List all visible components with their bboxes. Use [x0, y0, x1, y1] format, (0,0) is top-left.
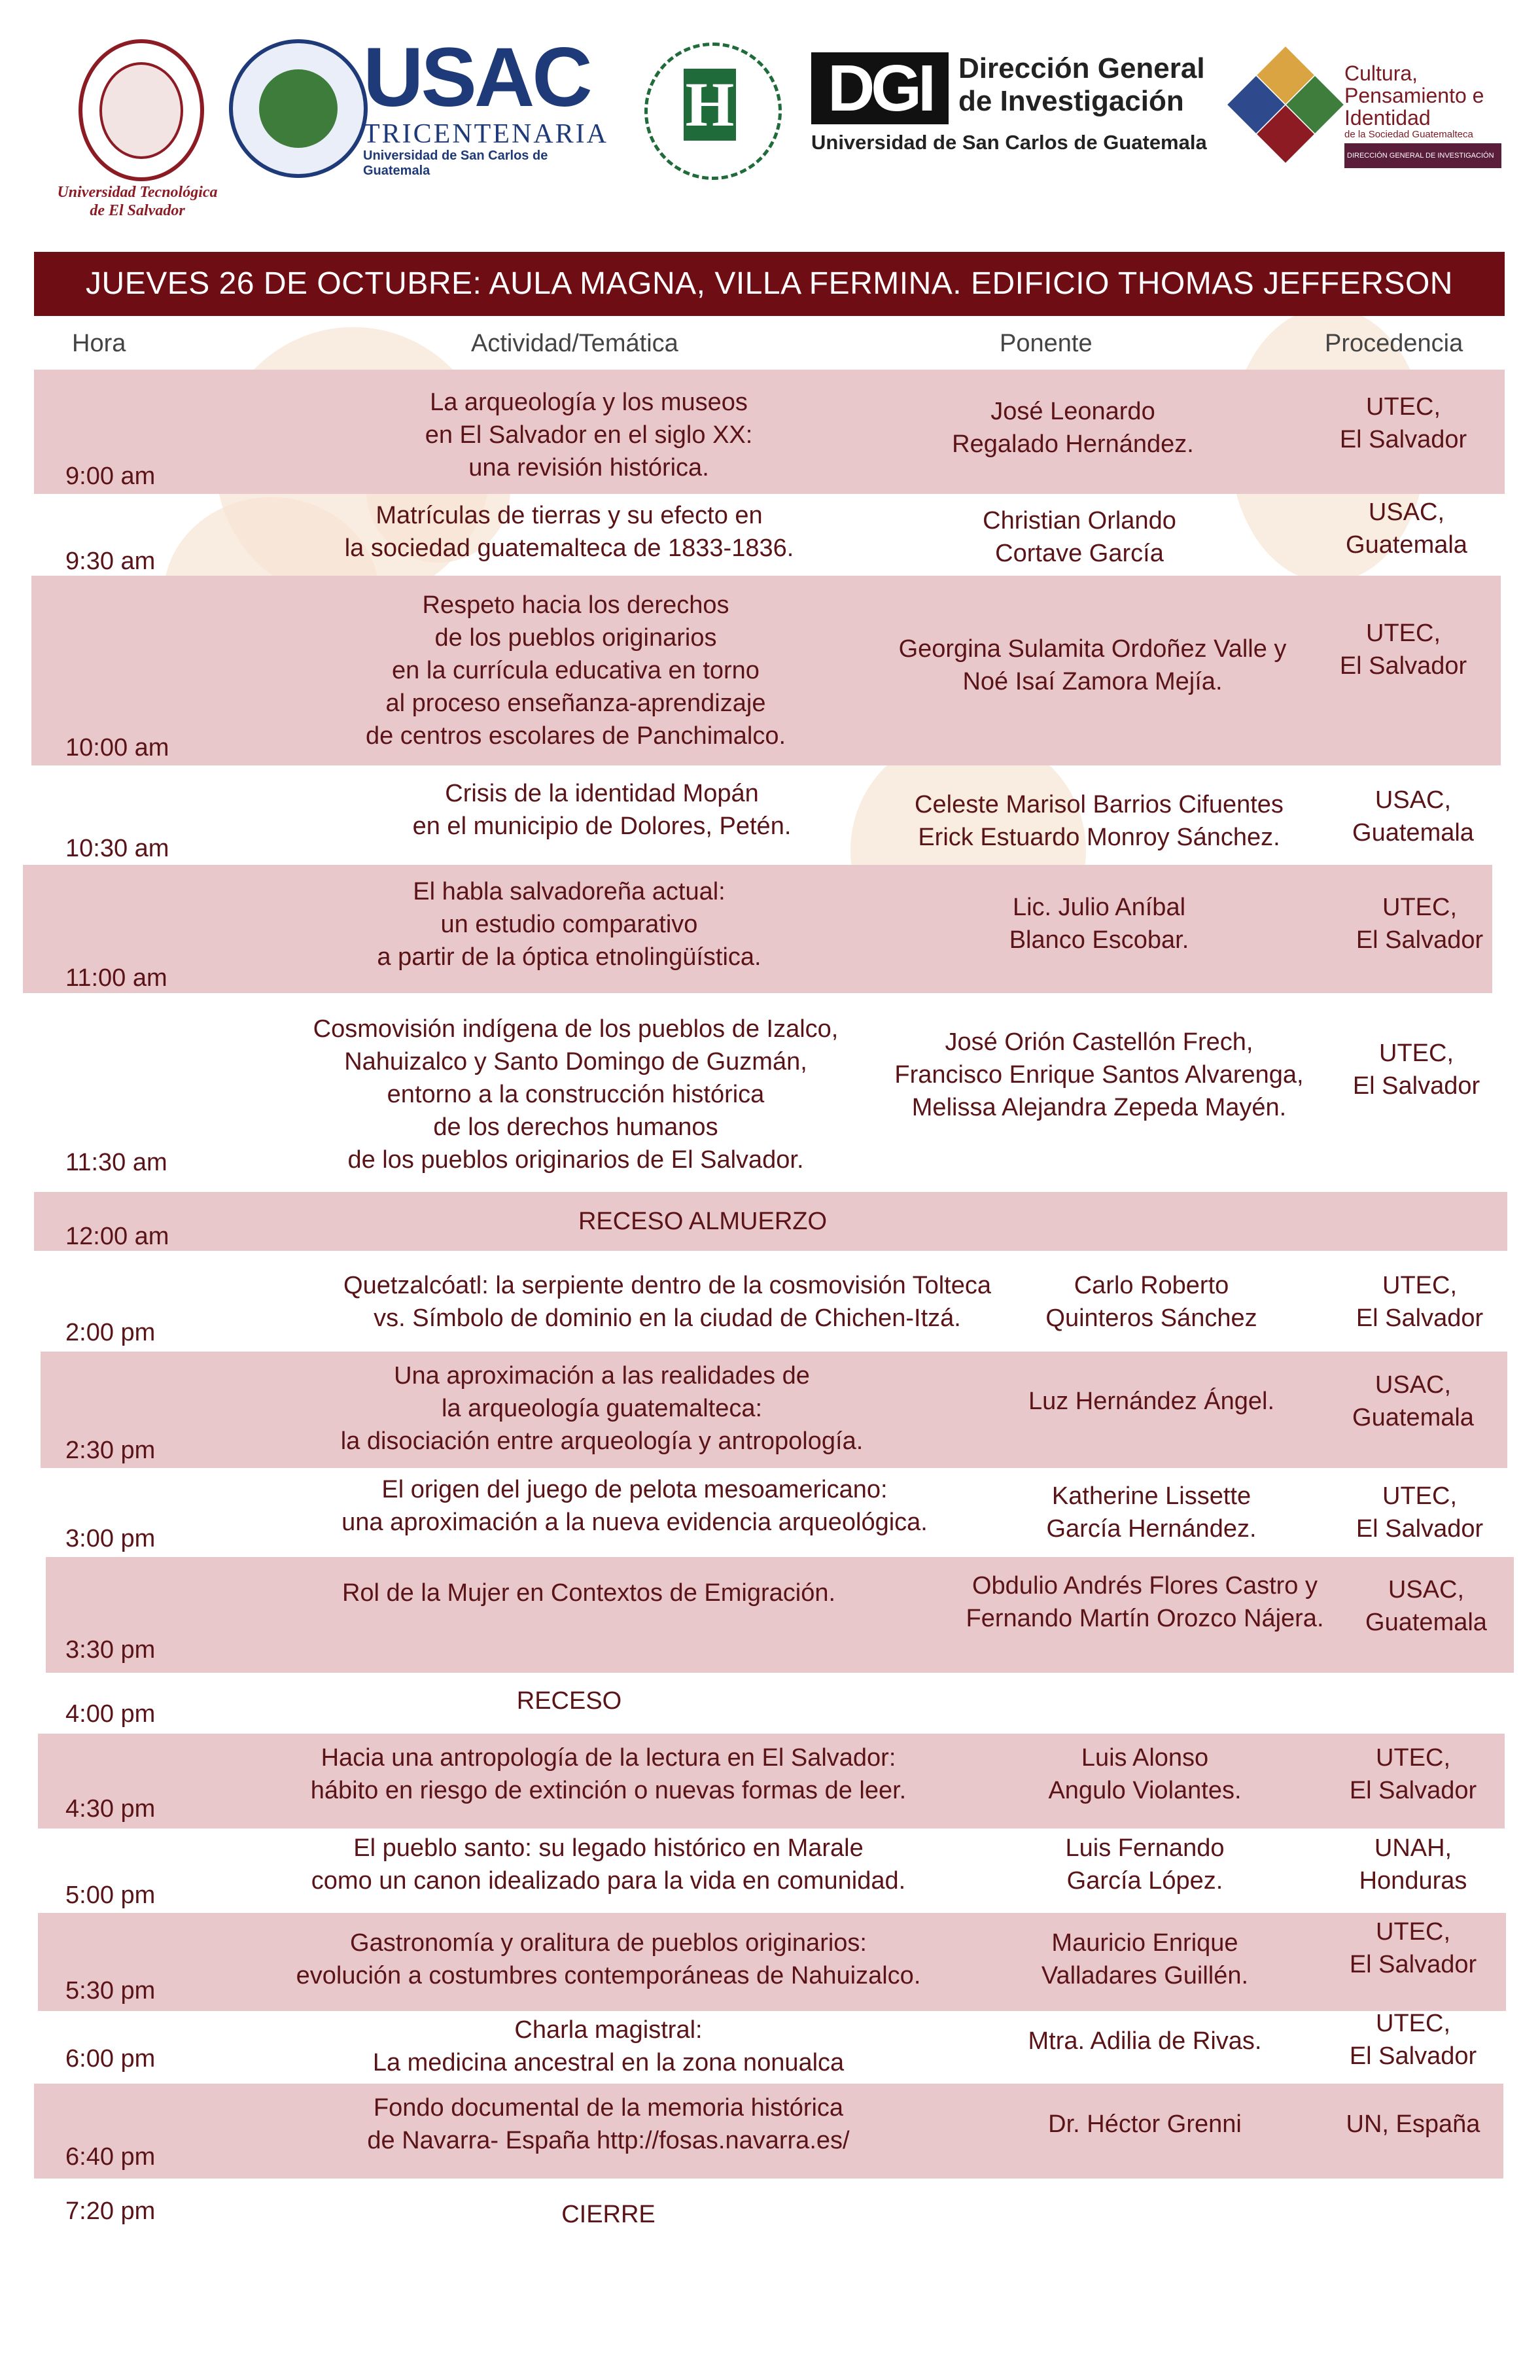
table-row-time: 2:00 pm: [65, 1319, 156, 1346]
table-row-origin: USAC, Guatemala: [1346, 499, 1467, 559]
table-row-origin: USAC, Guatemala: [1365, 1576, 1487, 1636]
table-row-origin: UTEC, El Salvador: [1349, 1918, 1477, 1978]
dgi-logo-line2: de Investigación: [958, 85, 1184, 117]
dgi-logo-line1: Dirección General: [958, 52, 1205, 84]
header-ponente: Ponente: [1000, 330, 1093, 357]
table-row-speaker: Mtra. Adilia de Rivas.: [1028, 2027, 1262, 2055]
table-row-time: 11:30 am: [65, 1149, 167, 1176]
table-row-origin: UTEC, El Salvador: [1349, 1744, 1477, 1804]
table-row-activity: El habla salvadoreña actual: un estudio comparativo a partir de la óptica etnolingüística.: [377, 878, 761, 971]
cultura-line2: Pensamiento e: [1344, 84, 1484, 107]
cultura-line3: Identidad: [1344, 106, 1431, 130]
table-row-origin: USAC, Guatemala: [1352, 1371, 1474, 1431]
cultura-bar: DIRECCIÓN GENERAL DE INVESTIGACIÓN: [1344, 143, 1501, 168]
table-row-origin: UTEC, El Salvador: [1352, 1040, 1480, 1100]
table-row-speaker: Georgina Sulamita Ordoñez Valle y Noé Isaí Zamora Mejía.: [898, 635, 1287, 695]
table-row-activity: Gastronomía y oralitura de pueblos originarios: evolución a costumbres contemporáneas de Nahuizalco.: [296, 1929, 921, 1989]
table-row-time: 3:00 pm: [65, 1525, 156, 1552]
usac-logo-subtitle: Universidad de San Carlos de Guatemala: [363, 149, 548, 178]
table-row-activity: CIERRE: [561, 2201, 656, 2228]
table-row-origin: UTEC, El Salvador: [1349, 2010, 1477, 2070]
usac-tricentenaria-logo: [363, 31, 612, 178]
table-row-origin: UN, España: [1346, 2110, 1480, 2138]
table-row-time: 11:00 am: [65, 964, 167, 992]
table-row-time: 5:30 pm: [65, 1977, 156, 2004]
table-row-activity: Crisis de la identidad Mopán en el municipio de Dolores, Petén.: [412, 780, 792, 840]
table-row-time: 4:30 pm: [65, 1795, 156, 1823]
table-row-activity: La arqueología y los museos en El Salvador en el siglo XX: una revisión histórica.: [425, 389, 753, 481]
table-row-speaker: Dr. Héctor Grenni: [1048, 2110, 1242, 2138]
table-row-speaker: Luis Fernando García López.: [1065, 1834, 1225, 1895]
table-row-origin: UTEC, El Salvador: [1339, 620, 1467, 680]
table-row-time: 2:30 pm: [65, 1437, 156, 1464]
header-hora: Hora: [72, 330, 126, 357]
table-row-speaker: Mauricio Enrique Valladares Guillén.: [1041, 1929, 1249, 1989]
table-row-activity: Rol de la Mujer en Contextos de Emigración.: [341, 1579, 836, 1607]
header-procedencia: Procedencia: [1325, 330, 1463, 357]
table-row-activity: Hacia una antropología de la lectura en El Salvador: hábito en riesgo de extinción o nuevas formas de leer.: [310, 1744, 907, 1804]
usac-seal-logo: [229, 39, 368, 178]
table-row-speaker: Luz Hernández Ángel.: [1028, 1388, 1275, 1415]
table-row-origin: UTEC, El Salvador: [1356, 1482, 1484, 1543]
table-row-time: 6:40 pm: [65, 2143, 156, 2171]
header-actividad: Actividad/Temática: [471, 330, 678, 357]
logo-header: [0, 0, 1540, 236]
table-row-origin: UTEC, El Salvador: [1356, 1272, 1484, 1332]
table-row-speaker: Obdulio Andrés Flores Castro y Fernando Martín Orozco Nájera.: [966, 1572, 1324, 1632]
table-row-activity: Una aproximación a las realidades de la arqueología guatemalteca: la disociación entre arqueología y antropología.: [340, 1362, 864, 1455]
dgi-logo-line3: Universidad de San Carlos de Guatemala: [811, 131, 1207, 154]
table-row-time: 5:00 pm: [65, 1881, 156, 1909]
table-row-activity: Fondo documental de la memoria histórica de Navarra- España http://fosas.navarra.es/: [367, 2094, 850, 2154]
table-row-time: 10:30 am: [65, 835, 169, 862]
table-row-time: 9:00 am: [65, 463, 156, 490]
usac-logo-tricentenaria: TRICENTENARIA: [363, 119, 608, 149]
table-row-speaker: Lic. Julio Aníbal Blanco Escobar.: [1009, 894, 1189, 954]
escuela-historia-logo: [631, 36, 788, 180]
cultura-line4: de la Sociedad Guatemalteca: [1344, 129, 1473, 140]
table-row-time: 7:20 pm: [65, 2197, 156, 2225]
table-row-activity: El pueblo santo: su legado histórico en Marale como un canon idealizado para la vida en comunidad.: [311, 1834, 906, 1895]
table-row-origin: UTEC, El Salvador: [1339, 393, 1467, 453]
table-row-time: 4:00 pm: [65, 1700, 156, 1728]
table-row-activity: Matrículas de tierras y su efecto en la sociedad guatemalteca de 1833-1836.: [344, 502, 794, 562]
table-row-speaker: José Orión Castellón Frech, Francisco Enrique Santos Alvarenga, Melissa Alejandra Zepeda Mayén.: [894, 1028, 1304, 1121]
cultura-line1: Cultura,: [1344, 61, 1418, 85]
table-row-time: 12:00 am: [65, 1223, 169, 1250]
table-row-origin: USAC, Guatemala: [1352, 786, 1474, 847]
table-row-speaker: Katherine Lissette García Hernández.: [1046, 1482, 1257, 1543]
table-row-speaker: José Leonardo Regalado Hernández.: [952, 398, 1194, 458]
table-row-activity: Cosmovisión indígena de los pueblos de Izalco, Nahuizalco y Santo Domingo de Guzmán, entorno a la construcción histórica de los derechos humanos de los pueblos originarios de El Salvador.: [313, 1015, 839, 1174]
table-row-activity: Respeto hacia los derechos de los pueblos originarios en la currícula educativa en torno al proceso enseñanza-aprendizaje de centros escolares de Panchimalco.: [365, 591, 786, 750]
table-row-time: 6:00 pm: [65, 2045, 156, 2073]
table-row-origin: UTEC, El Salvador: [1356, 894, 1484, 954]
table-row-activity: El origen del juego de pelota mesoamericano: una aproximación a la nueva evidencia arqueológica.: [341, 1476, 928, 1536]
table-row-activity: RECESO: [516, 1687, 622, 1715]
event-title-bar: JUEVES 26 DE OCTUBRE: AULA MAGNA, VILLA FERMINA. EDIFICIO THOMAS JEFFERSON: [34, 252, 1505, 316]
historia-logo-letter: H: [684, 69, 736, 141]
table-row-speaker: Carlo Roberto Quinteros Sánchez: [1045, 1272, 1257, 1332]
table-row-activity: Quetzalcóatl: la serpiente dentro de la cosmovisión Tolteca vs. Símbolo de dominio en la ciudad de Chichen-Itzá.: [343, 1272, 991, 1332]
table-row-time: 3:30 pm: [65, 1636, 156, 1664]
dgi-logo: [811, 52, 1217, 164]
table-row-speaker: Christian Orlando Cortave García: [983, 507, 1176, 567]
table-row-speaker: Celeste Marisol Barrios Cifuentes Erick Estuardo Monroy Sánchez.: [915, 791, 1284, 851]
table-row-speaker: Luis Alonso Angulo Violantes.: [1048, 1744, 1242, 1804]
cultura-logo-mark: [1233, 52, 1338, 157]
usac-logo-title: USAC: [363, 31, 590, 124]
cultura-logo-text: [1344, 62, 1501, 168]
dgi-logo-mark: DGI: [811, 52, 949, 124]
table-row-activity: RECESO ALMUERZO: [578, 1208, 828, 1235]
table-row-origin: UNAH, Honduras: [1359, 1834, 1467, 1895]
table-row-time: 9:30 am: [65, 548, 156, 575]
utec-logo-text: Universidad Tecnológica de El Salvador: [57, 184, 218, 219]
table-row-time: 10:00 am: [65, 734, 169, 761]
utec-seal-logo: [79, 39, 204, 181]
table-row-activity: Charla magistral: La medicina ancestral en la zona nonualca: [372, 2016, 845, 2076]
